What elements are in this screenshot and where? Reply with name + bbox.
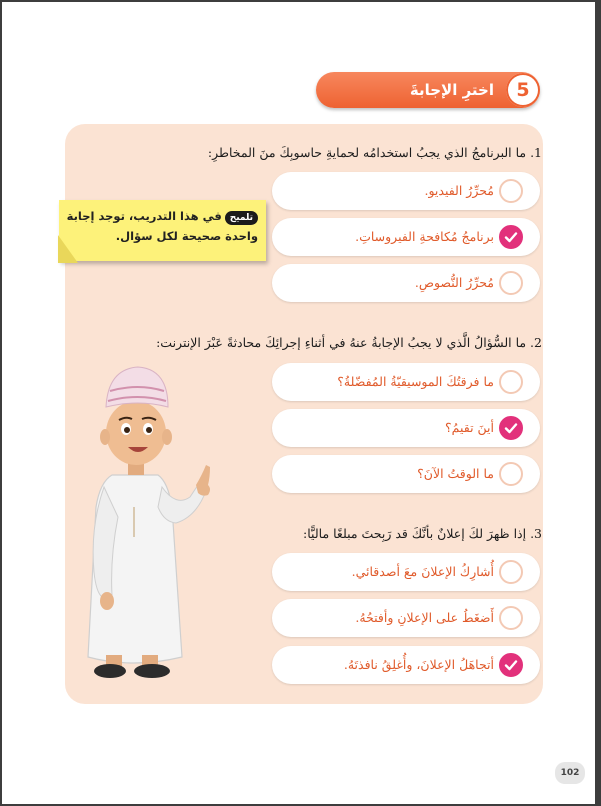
question-3-option-1[interactable] <box>272 553 540 591</box>
textbook-page <box>2 2 595 804</box>
checkmark-icon[interactable] <box>499 416 523 440</box>
checkmark-icon[interactable] <box>499 653 523 677</box>
question-1-option-1[interactable] <box>272 172 540 210</box>
question-2-option-1[interactable] <box>272 363 540 401</box>
tip-text: في هذا التدريب، توجد إجابة واحدة صحيحة لكل سؤال. <box>66 209 258 243</box>
question-1-option-2[interactable] <box>272 218 540 256</box>
page-number: 102 <box>555 762 585 784</box>
question-2-option-3[interactable] <box>272 455 540 493</box>
option-label: مُحرِّرُ الفيديو. <box>424 183 494 198</box>
radio-circle-icon[interactable] <box>499 606 523 630</box>
question-2-text: 2. ما السُّؤالُ الَّذي لا يجبُ الإجابةُ عنهُ في أثناءِ إجرائِكَ محادثةً عَبْرَ الإنترنت: <box>156 335 542 350</box>
radio-circle-icon[interactable] <box>499 370 523 394</box>
option-label: أينَ تقيمُ؟ <box>445 420 494 435</box>
option-label: برنامجُ مُكافحةِ الفيروساتِ. <box>355 229 494 244</box>
radio-circle-icon[interactable] <box>499 179 523 203</box>
exercise-title: اخترِ الإجابةَ <box>409 81 494 99</box>
boy-character-illustration <box>72 357 222 687</box>
exercise-header <box>316 72 540 108</box>
radio-circle-icon[interactable] <box>499 271 523 295</box>
option-label: أتجاهَلُ الإعلانَ، وأُغلِقُ نافذتَهُ. <box>343 657 494 672</box>
exercise-number: 5 <box>506 73 540 107</box>
option-label: مُحرِّرُ النُّصوصِ. <box>414 275 494 290</box>
question-1-text: 1. ما البرنامجُ الذي يجبُ استخدامُه لحمايةِ حاسوبِكَ منَ المخاطرِ: <box>207 145 542 160</box>
tip-text-block <box>66 206 258 246</box>
question-3-option-3[interactable] <box>272 646 540 684</box>
option-label: أَضغَطُ على الإعلانِ وأفتحُهُ. <box>355 610 494 625</box>
question-3-option-2[interactable] <box>272 599 540 637</box>
option-label: ما فرقتُكَ الموسيقيّةُ المُفضّلةُ؟ <box>337 374 494 389</box>
option-label: أُشارِكُ الإعلانَ معَ أصدقائي. <box>351 564 494 579</box>
tip-sticky-note <box>59 200 266 261</box>
checkmark-icon[interactable] <box>499 225 523 249</box>
question-2-option-2[interactable] <box>272 409 540 447</box>
question-1-option-3[interactable] <box>272 264 540 302</box>
option-label: ما الوقتُ الآنَ؟ <box>417 466 494 481</box>
question-3-text: 3. إذا ظهرَ لكَ إعلانٌ بأنَّكَ قد رَبِحتَ مبلغًا ماليًّا: <box>303 526 542 541</box>
radio-circle-icon[interactable] <box>499 560 523 584</box>
tip-badge: تلميح <box>225 211 258 225</box>
radio-circle-icon[interactable] <box>499 462 523 486</box>
